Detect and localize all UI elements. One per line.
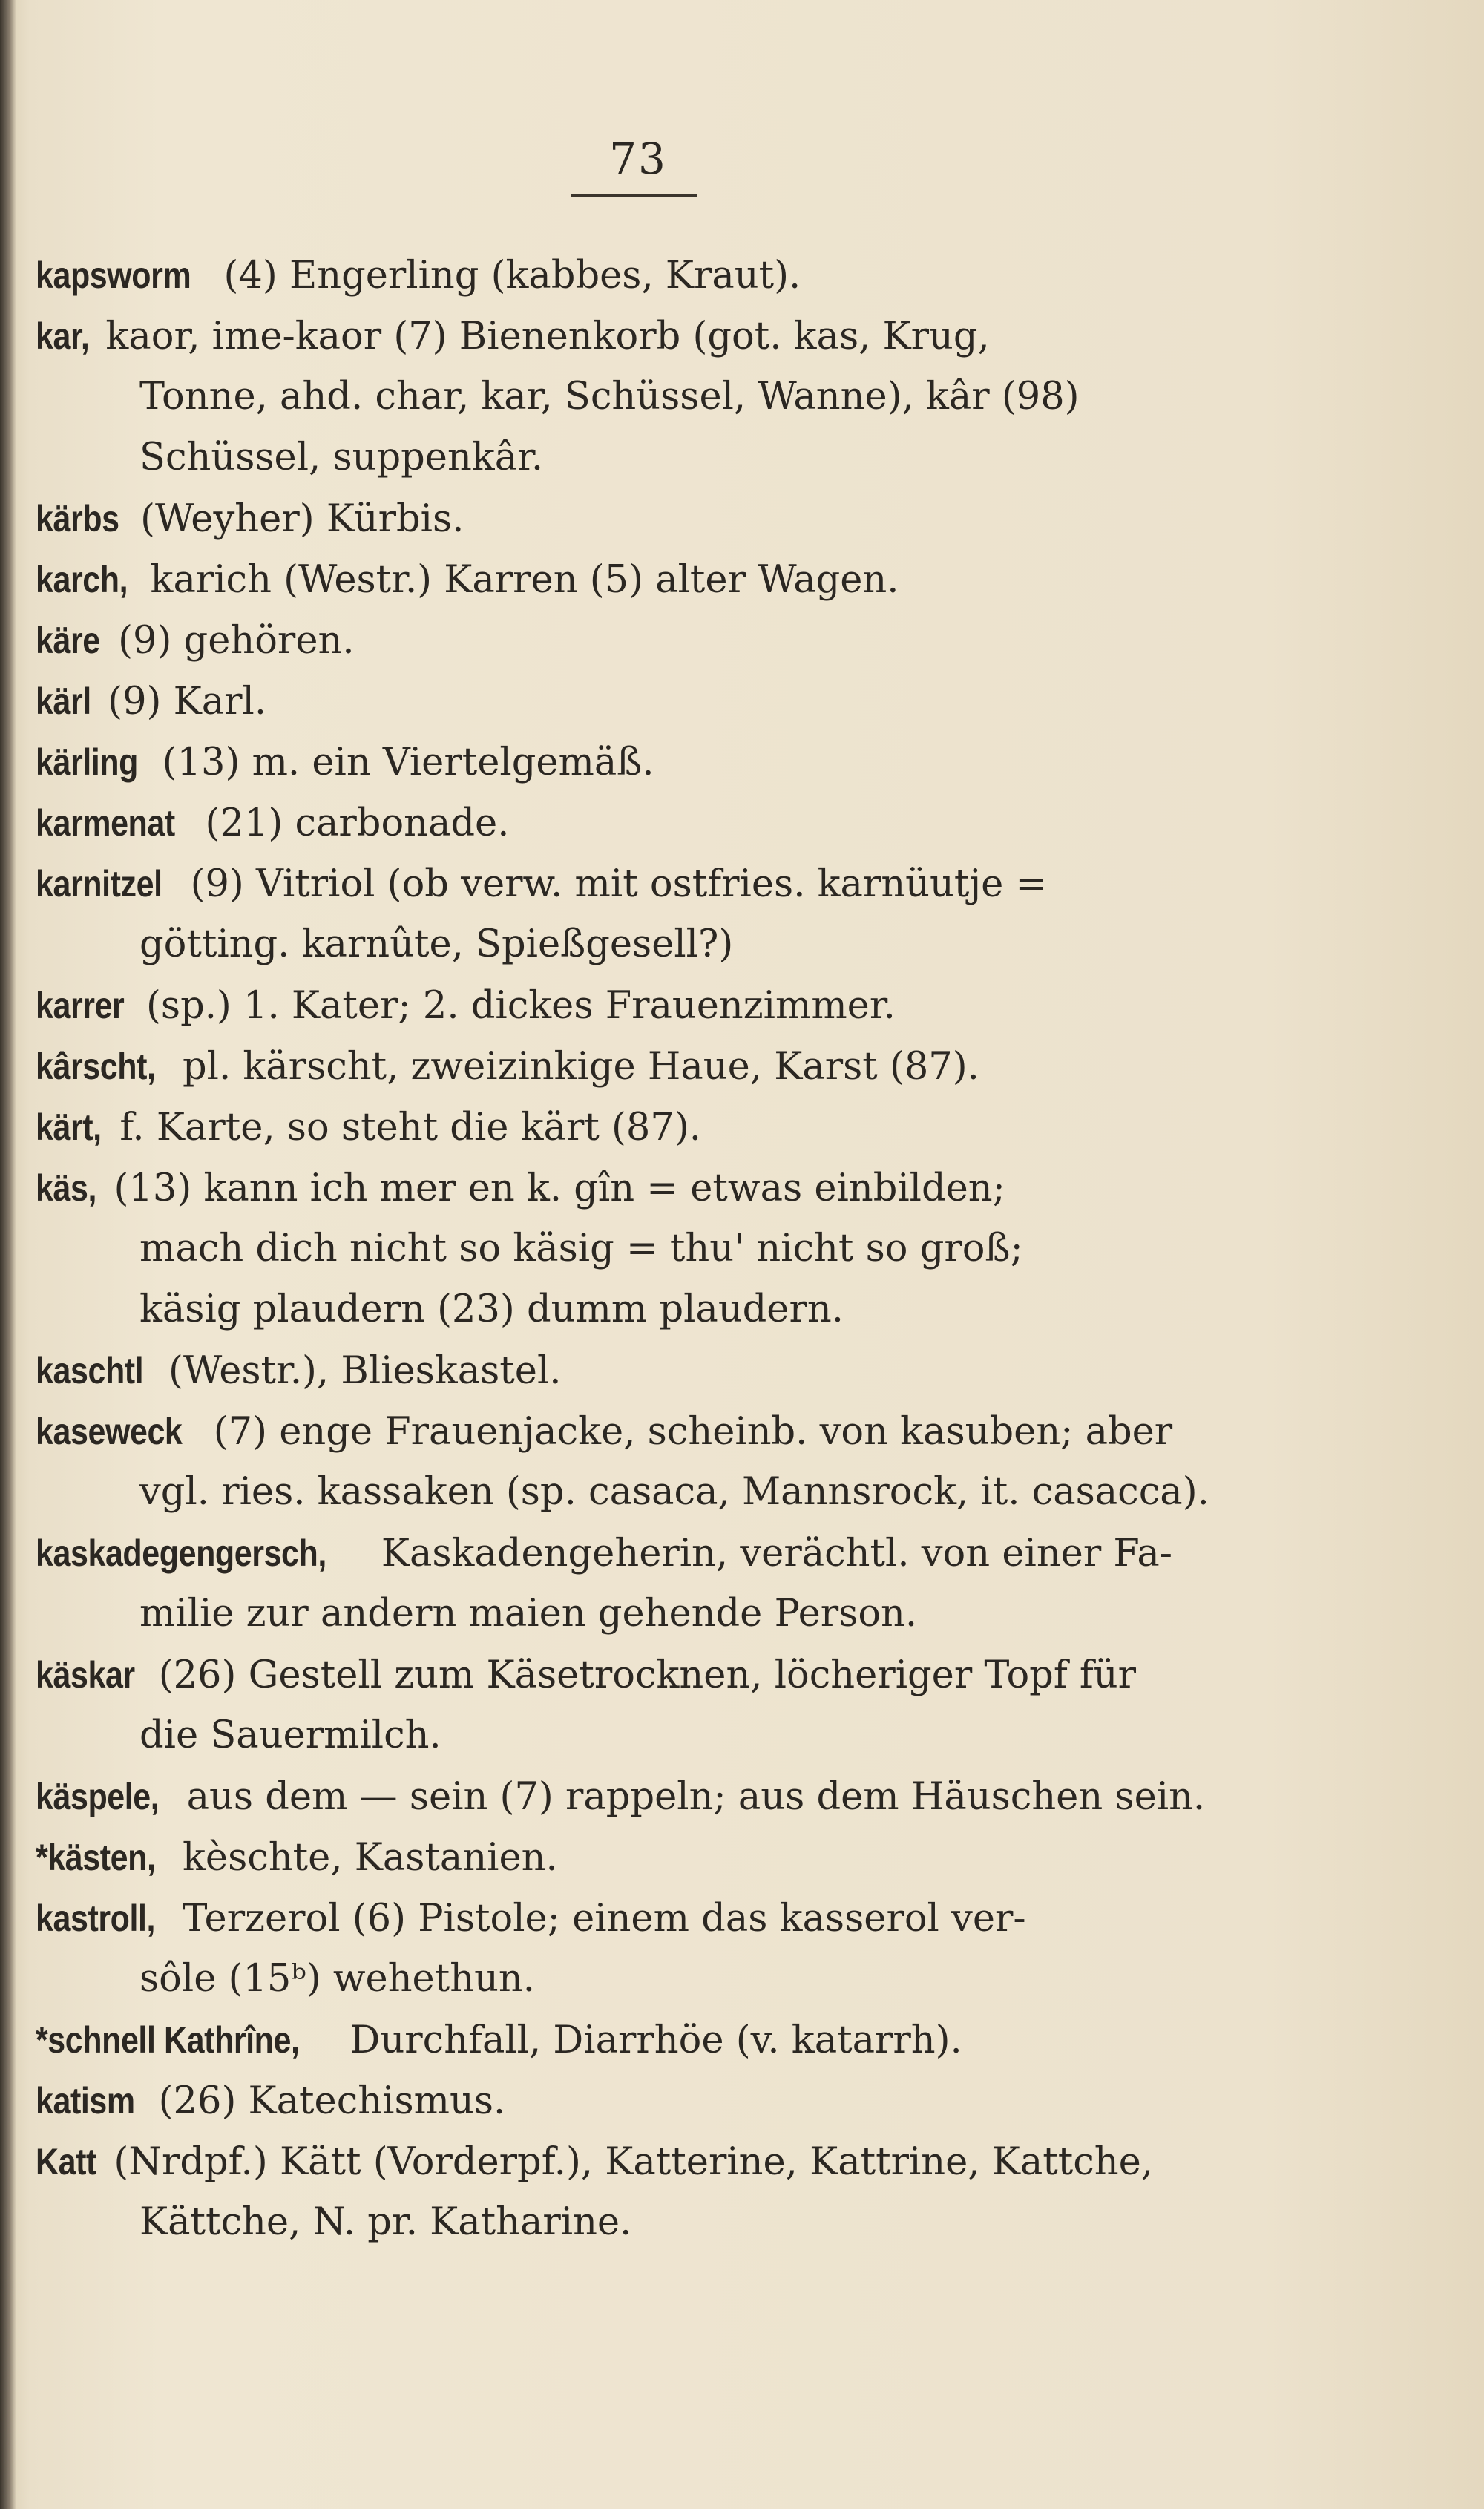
entry-line xyxy=(36,1766,1252,1827)
page-number: 73 xyxy=(609,134,667,184)
dictionary-entry xyxy=(36,793,1252,853)
headword: käskar xyxy=(36,1654,135,1696)
definition-text: Tonne, ahd. char, kar, Schüssel, Wanne), kâr (98) xyxy=(139,375,1080,419)
dictionary-entry xyxy=(36,1888,1252,2010)
headword: *kästen, xyxy=(36,1837,156,1878)
definition-text: (4) Engerling (kabbes, Kraut). xyxy=(211,254,801,298)
definition-text: sôle (15ᵇ) wehethun. xyxy=(139,1957,535,2001)
dictionary-entry xyxy=(36,2131,1252,2253)
definition-text: mach dich nicht so käsig = thu' nicht so groß; xyxy=(139,1227,1023,1270)
dictionary-entry xyxy=(36,1523,1252,1644)
definition-text: (Nrdpf.) Kätt (Vorderpf.), Katterine, Kattrine, Kattche, xyxy=(102,2140,1154,2184)
entry-line xyxy=(36,1158,1252,1219)
headword: Katt xyxy=(36,2141,96,2182)
definition-text: kèschte, Kastanien. xyxy=(170,1836,558,1880)
headword: kar, xyxy=(36,315,90,357)
definition-text: (13) kann ich mer en k. gîn = etwas einbilden; xyxy=(102,1167,1005,1210)
entry-line xyxy=(36,1097,1252,1158)
definition-text: (26) Katechismus. xyxy=(146,2079,506,2123)
dictionary-entry xyxy=(36,2070,1252,2131)
headword: karmenat xyxy=(36,802,175,844)
entry-line xyxy=(36,1705,1252,1766)
headword: kaskadegengersch, xyxy=(36,1532,326,1574)
entry-line xyxy=(36,306,1252,367)
headword: kaseweck xyxy=(36,1411,183,1452)
dictionary-entry xyxy=(36,853,1252,975)
definition-text: die Sauermilch. xyxy=(139,1713,441,1757)
headword: karch, xyxy=(36,559,128,600)
entry-line xyxy=(36,2192,1252,2253)
dictionary-entry xyxy=(36,1401,1252,1523)
headword: kapsworm xyxy=(36,255,191,296)
entry-line xyxy=(36,975,1252,1036)
dictionary-entry xyxy=(36,245,1252,306)
definition-text: (21) carbonade. xyxy=(193,801,510,845)
entry-line xyxy=(36,2070,1252,2131)
headword: karrer xyxy=(36,985,125,1026)
entry-line xyxy=(36,610,1252,671)
entry-line xyxy=(36,1462,1252,1523)
dictionary-entry xyxy=(36,1340,1252,1401)
entry-line xyxy=(36,488,1252,549)
headword: käspele, xyxy=(36,1776,160,1817)
definition-text: (13) m. ein Viertelgemäß. xyxy=(150,741,654,784)
dictionary-entry xyxy=(36,732,1252,793)
definition-text: käsig plaudern (23) dumm plaudern. xyxy=(139,1288,844,1331)
entry-line xyxy=(36,853,1252,914)
definition-text: (Weyher) Kürbis. xyxy=(128,497,464,541)
entry-line xyxy=(36,2010,1252,2070)
entry-line xyxy=(36,1401,1252,1462)
entry-line xyxy=(36,1584,1252,1644)
definition-text: (26) Gestell zum Käsetrocknen, löcheriger Topf für xyxy=(146,1653,1137,1697)
dictionary-entry xyxy=(36,1766,1252,1827)
entry-line xyxy=(36,2131,1252,2192)
definition-text: aus dem — sein (7) rappeln; aus dem Häuschen sein. xyxy=(174,1775,1206,1819)
dictionary-entry xyxy=(36,671,1252,732)
headword: kärl xyxy=(36,680,91,722)
headword: kärt, xyxy=(36,1106,102,1148)
entry-line xyxy=(36,914,1252,975)
dictionary-entries xyxy=(36,245,1252,2253)
definition-text: pl. kärscht, zweizinkige Haue, Karst (87). xyxy=(170,1045,979,1089)
headword: kârscht, xyxy=(36,1046,156,1087)
headword: kastroll, xyxy=(36,1898,156,1939)
definition-text: milie zur andern maien gehende Person. xyxy=(139,1592,918,1636)
definition-text: Schüssel, suppenkâr. xyxy=(139,436,544,479)
entry-line xyxy=(36,427,1252,488)
definition-text: kaor, ime-kaor (7) Bienenkorb (got. kas, Krug, xyxy=(93,315,990,358)
dictionary-entry xyxy=(36,549,1252,610)
dictionary-entry xyxy=(36,2010,1252,2070)
dictionary-entry xyxy=(36,488,1252,549)
definition-text: (7) enge Frauenjacke, scheinb. von kasuben; aber xyxy=(201,1410,1173,1454)
headword: *schnell Kathrîne, xyxy=(36,2019,300,2061)
entry-line xyxy=(36,732,1252,793)
headword: kärbs xyxy=(36,498,119,539)
dictionary-entry xyxy=(36,610,1252,671)
dictionary-entry xyxy=(36,1158,1252,1340)
definition-text: götting. karnûte, Spießgesell?) xyxy=(139,922,734,966)
headword: karnitzel xyxy=(36,863,162,905)
definition-text: Terzerol (6) Pistole; einem das kasserol ver- xyxy=(170,1897,1026,1941)
headword: käs, xyxy=(36,1167,96,1209)
dictionary-entry xyxy=(36,1827,1252,1888)
definition-text: (sp.) 1. Kater; 2. dickes Frauenzimmer. xyxy=(134,984,896,1028)
entry-line xyxy=(36,1219,1252,1279)
entry-line xyxy=(36,245,1252,306)
definition-text: Kättche, N. pr. Katharine. xyxy=(139,2200,632,2244)
headword: katism xyxy=(36,2080,135,2122)
page-number-rule xyxy=(571,194,697,197)
entry-line xyxy=(36,793,1252,853)
binding-edge xyxy=(0,0,16,2509)
entry-line xyxy=(36,1340,1252,1401)
dictionary-entry xyxy=(36,1644,1252,1766)
dictionary-entry xyxy=(36,1097,1252,1158)
dictionary-entry xyxy=(36,975,1252,1036)
entry-line xyxy=(36,1888,1252,1949)
headword: kaschtl xyxy=(36,1350,144,1391)
entry-line xyxy=(36,1036,1252,1097)
headword: käre xyxy=(36,620,100,661)
entry-line xyxy=(36,1827,1252,1888)
definition-text: (9) Karl. xyxy=(95,680,267,724)
dictionary-entry xyxy=(36,306,1252,488)
entry-line xyxy=(36,671,1252,732)
definition-text: (9) Vitriol (ob verw. mit ostfries. karnüutje = xyxy=(178,862,1048,906)
definition-text: vgl. ries. kassaken (sp. casaca, Mannsrock, it. casacca). xyxy=(139,1470,1209,1514)
definition-text: f. Karte, so steht die kärt (87). xyxy=(108,1106,701,1149)
entry-line xyxy=(36,1279,1252,1340)
definition-text: karich (Westr.) Karren (5) alter Wagen. xyxy=(138,558,899,602)
definition-text: (Westr.), Blieskastel. xyxy=(156,1349,562,1393)
definition-text: Durchfall, Diarrhöe (v. katarrh). xyxy=(338,2018,962,2062)
dictionary-entry xyxy=(36,1036,1252,1097)
entry-line xyxy=(36,549,1252,610)
entry-line xyxy=(36,1949,1252,2010)
entry-line xyxy=(36,367,1252,427)
definition-text: (9) gehören. xyxy=(105,619,355,663)
headword: kärling xyxy=(36,741,138,783)
entry-line xyxy=(36,1523,1252,1584)
entry-line xyxy=(36,1644,1252,1705)
definition-text: Kaskadengeherin, verächtl. von einer Fa- xyxy=(369,1532,1172,1575)
